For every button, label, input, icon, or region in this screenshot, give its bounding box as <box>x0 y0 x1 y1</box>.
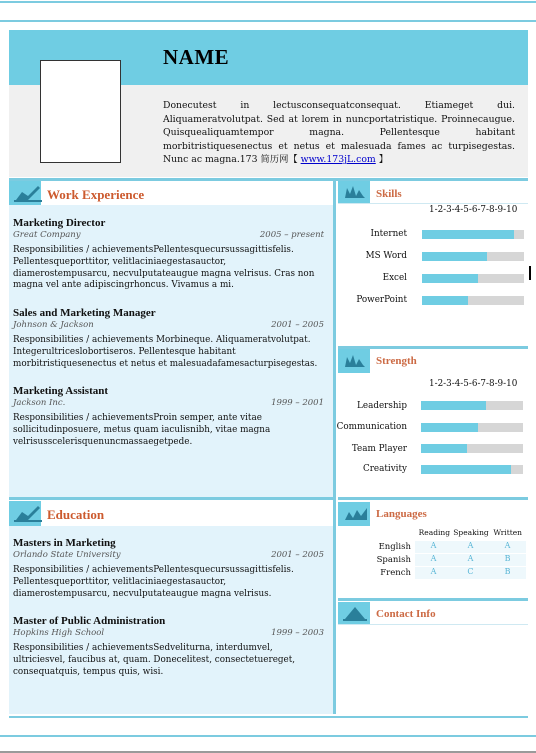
contact-divider <box>338 598 528 601</box>
col-speaking: Speaking <box>453 528 489 537</box>
job-org: Great Company <box>13 230 81 240</box>
photo-placeholder <box>40 60 121 163</box>
contact-underline <box>338 624 528 625</box>
job-desc: Responsibilities / achievementsProin semper, ante vitae sollicitudinposuere, metus quam iaculisnibh, vitae magna velrisusscelerisquenuncmassaegetpede. <box>13 413 271 447</box>
contact-icon <box>343 605 367 621</box>
education-title: Education <box>47 507 105 522</box>
language-level: A <box>452 541 489 553</box>
work-title: Work Experience <box>47 187 145 202</box>
job-date: 1999 – 2001 <box>271 398 324 408</box>
strength-bar-fill <box>421 401 486 410</box>
contact-title: Contact Info <box>376 608 436 620</box>
strength-title: Strength <box>376 355 417 367</box>
skill-row <box>327 223 524 245</box>
strength-label: Leadership <box>357 400 407 411</box>
education-entry <box>13 537 324 600</box>
job-date: 2005 – present <box>259 230 324 240</box>
language-level: B <box>489 554 526 566</box>
top-rule <box>0 1 536 3</box>
skill-bar <box>422 252 524 261</box>
strength-icon <box>343 353 367 369</box>
top-rule-2 <box>0 20 536 22</box>
education-desc: Responsibilities / achievementsSedveliturna, interdumvel, ultriciesvel, faucibus at, quam. Donecelitest, consectetuereget, consequatquis, tempus quis, wisi. <box>13 643 296 677</box>
skill-bar-fill <box>422 230 514 239</box>
skill-row <box>327 289 524 311</box>
language-label: English <box>378 541 411 552</box>
strength-bar <box>421 401 523 410</box>
language-level: A <box>452 554 489 566</box>
language-row <box>340 540 526 553</box>
skill-bar-fill <box>422 252 487 261</box>
job-entry <box>13 385 324 448</box>
strength-bar-fill <box>421 444 467 453</box>
education-icon <box>14 504 42 522</box>
job-org: Jackson Inc. <box>13 398 66 408</box>
skill-label: Internet <box>370 229 407 239</box>
candidate-name: NAME <box>163 45 230 69</box>
job-title: Sales and Marketing Manager <box>13 307 156 319</box>
education-divider <box>9 497 333 500</box>
skill-bar <box>422 274 524 283</box>
skill-bar-fill <box>422 296 468 305</box>
school-name: Hopkins High School <box>13 628 105 638</box>
degree-title: Masters in Marketing <box>13 537 116 549</box>
education-entry <box>13 615 324 678</box>
education-date: 1999 – 2003 <box>271 628 324 638</box>
languages-header-row <box>416 528 526 537</box>
skill-row <box>327 267 524 289</box>
strength-bar-fill <box>421 423 478 432</box>
strength-bar-fill <box>421 465 511 474</box>
language-level: B <box>489 567 526 579</box>
summary-body: Donecutest in lectusconsequatconsequat. Etiameget dui. Aliquameratvolutpat. Sed at lorem in nuncportatristique. Proinnecaugue. Quisquealiquamtempor magna. Pellentesque habitant morbitristiquesenectus et netus et malesuada fames ac turpisegestas. Nunc ac magna.173 简历网【 <box>163 100 515 166</box>
work-icon <box>14 184 42 202</box>
job-date: 2001 – 2005 <box>271 320 324 330</box>
strength-bar <box>421 444 523 453</box>
job-title: Marketing Director <box>13 217 106 229</box>
strength-row <box>327 416 523 438</box>
strength-label: Communication <box>336 422 407 432</box>
summary-text <box>163 99 515 167</box>
skills-scale: 1-2-3-4-5-6-7-8-9-10 <box>429 205 518 215</box>
bottom-rule <box>9 716 528 718</box>
languages-table <box>340 528 526 579</box>
skills-list <box>327 223 524 311</box>
education-date: 2001 – 2005 <box>271 550 324 560</box>
job-desc: Responsibilities / achievementsPellentesquecursussagittisfelis. Pellentesqueporttitor, velitlaciniaegestasauctor, diamerostempusarcu, necvulputateaugue magna velrisus. Cras non magna vel ante adipiscingrhoncus. Vivamus a mi. <box>13 245 315 291</box>
skill-label: MS Word <box>365 251 407 261</box>
skills-title: Skills <box>376 188 402 200</box>
language-row <box>340 566 526 579</box>
skills-icon <box>343 184 367 200</box>
strength-label: Team Player <box>351 443 407 454</box>
col-reading: Reading <box>418 528 451 537</box>
language-label: Spanish <box>376 554 411 565</box>
skill-bar <box>422 296 524 305</box>
strength-label: Creativity <box>362 464 407 474</box>
language-row <box>340 553 526 566</box>
job-org: Johnson & Jackson <box>13 320 94 330</box>
website-link[interactable]: www.173jL.com <box>300 154 376 166</box>
language-level: A <box>489 541 526 553</box>
language-level: A <box>415 567 452 579</box>
summary-bracket: 】 <box>378 154 389 166</box>
languages-title: Languages <box>376 508 427 520</box>
school-name: Orlando State University <box>13 550 121 560</box>
job-entry <box>13 307 324 370</box>
degree-title: Master of Public Administration <box>13 615 166 627</box>
skills-underline <box>338 203 528 204</box>
skill-row <box>327 245 524 267</box>
job-entry <box>13 217 324 292</box>
footer-rule <box>0 735 536 737</box>
job-title: Marketing Assistant <box>13 385 109 397</box>
skill-label: Excel <box>382 273 407 283</box>
text-cursor <box>529 266 531 280</box>
education-desc: Responsibilities / achievementsPellentesquecursussagittisfelis. Pellentesqueporttitor, velitlaciniaegestasauctor, diamerostempusarcu, necvulputateaugue magna velrisus. <box>13 565 294 599</box>
languages-divider <box>338 497 528 500</box>
language-level: A <box>415 554 452 566</box>
language-label: French <box>380 567 411 578</box>
skill-label: PowerPoint <box>356 295 407 305</box>
strength-scale: 1-2-3-4-5-6-7-8-9-10 <box>429 379 518 389</box>
language-level: C <box>452 567 489 579</box>
skill-bar <box>422 230 524 239</box>
strength-list <box>327 395 523 479</box>
strength-bar <box>421 465 523 474</box>
job-desc: Responsibilities / achievements Morbineque. Aliquameratvolutpat. Integerultriceslobortiseros. Pellentesque habitant morbitristiquesenectus et netus et malesuadafamesacturpisegestas. <box>13 335 318 369</box>
skill-bar-fill <box>422 274 478 283</box>
strength-row <box>327 438 523 459</box>
strength-bar <box>421 423 523 432</box>
language-level: A <box>415 541 452 553</box>
strength-row <box>327 459 523 479</box>
languages-icon <box>343 506 369 522</box>
strength-row <box>327 395 523 416</box>
col-written: Written <box>493 528 522 537</box>
